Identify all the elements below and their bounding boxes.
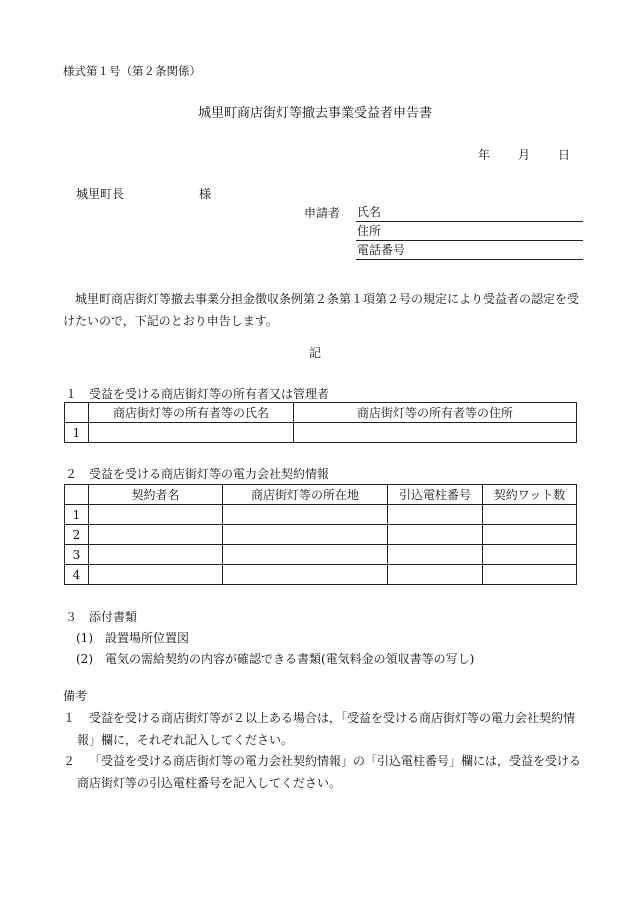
attachment-item: (1) 設置場所位置図: [76, 631, 189, 645]
note-text: 「受益を受ける商店街灯等の電力会社契約情報」の「引込電柱番号」欄には，受益を受ける商店街灯等の引込電柱番号を記入してください。: [77, 754, 582, 790]
owner-name-cell[interactable]: [89, 423, 294, 443]
pole-number-cell[interactable]: [388, 545, 483, 565]
contract-table-header-row: [65, 485, 577, 505]
row-number: 1: [65, 423, 89, 443]
form-number: 様式第１号（第２条関係）: [63, 64, 201, 78]
wattage-header: 契約ワット数: [483, 485, 577, 505]
location-header: 商店街灯等の所在地: [223, 485, 388, 505]
wattage-cell[interactable]: [483, 505, 577, 525]
note-text: 受益を受ける商店街灯等が２以上ある場合は，「受益を受ける商店街灯等の電力会社契約情報」欄に，それぞれ記入してください。: [77, 711, 576, 747]
applicant-address-label: 住所: [357, 224, 382, 238]
applicant-phone-label: 電話番号: [357, 243, 406, 257]
owner-name-header: 商店街灯等の所有者等の氏名: [89, 403, 294, 423]
pole-number-header: 引込電柱番号: [388, 485, 483, 505]
note-number: ２: [63, 754, 76, 768]
ki-marker: 記: [308, 346, 321, 360]
owner-table: [64, 402, 577, 443]
addressee-honorific: 様: [199, 187, 212, 201]
date-day-label: 日: [557, 148, 570, 162]
note-item: [63, 750, 585, 794]
table-row: [65, 505, 577, 525]
owner-address-cell[interactable]: [294, 423, 577, 443]
body-paragraph: 城里町商店街灯等撤去事業分担金徴収条例第２条第１項第２号の規定により受益者の認定を受けたいので，下記のとおり申告します。: [63, 292, 580, 328]
date-line: [478, 149, 570, 161]
notes-heading: 備考: [63, 689, 88, 703]
location-cell[interactable]: [223, 525, 388, 545]
contract-table-corner: [65, 485, 89, 505]
contractor-name-cell[interactable]: [89, 505, 223, 525]
section1-heading: １ 受益を受ける商店街灯等の所有者又は管理者: [65, 387, 330, 401]
pole-number-cell[interactable]: [388, 565, 483, 585]
applicant-name-field[interactable]: [356, 206, 583, 222]
date-month-label: 月: [517, 148, 530, 162]
owner-table-corner: [65, 403, 89, 423]
addressee-name: 城里町長: [76, 187, 125, 201]
row-number: 2: [65, 525, 89, 545]
location-cell[interactable]: [223, 565, 388, 585]
pole-number-cell[interactable]: [388, 505, 483, 525]
table-row: [65, 525, 577, 545]
contractor-name-cell[interactable]: [89, 545, 223, 565]
wattage-cell[interactable]: [483, 525, 577, 545]
pole-number-cell[interactable]: [388, 525, 483, 545]
note-item: [63, 707, 585, 751]
location-cell[interactable]: [223, 505, 388, 525]
row-number: 3: [65, 545, 89, 565]
table-row: [65, 545, 577, 565]
note-number: １: [63, 711, 76, 725]
contractor-name-cell[interactable]: [89, 525, 223, 545]
attachment-item: (2) 電気の需給契約の内容が確認できる書類(電気料金の領収書等の写し): [76, 652, 475, 666]
section2-heading: ２ 受益を受ける商店街灯等の電力会社契約情報: [65, 467, 330, 481]
table-row: [65, 423, 577, 443]
wattage-cell[interactable]: [483, 545, 577, 565]
wattage-cell[interactable]: [483, 565, 577, 585]
owner-address-header: 商店街灯等の所有者等の住所: [294, 403, 577, 423]
applicant-label: 申請者: [304, 206, 341, 220]
contractor-name-header: 契約者名: [89, 485, 223, 505]
applicant-phone-field[interactable]: [356, 244, 583, 260]
section3-heading: ３ 添付書類: [65, 610, 138, 624]
owner-table-header-row: [65, 403, 577, 423]
contract-table: [64, 484, 577, 585]
applicant-name-label: 氏名: [357, 205, 382, 219]
date-year-label: 年: [478, 148, 491, 162]
table-row: [65, 565, 577, 585]
addressee: [76, 187, 212, 201]
contractor-name-cell[interactable]: [89, 565, 223, 585]
document-title: 城里町商店街灯等撤去事業受益者申告書: [197, 106, 432, 121]
row-number: 4: [65, 565, 89, 585]
location-cell[interactable]: [223, 545, 388, 565]
applicant-address-field[interactable]: [356, 225, 583, 241]
row-number: 1: [65, 505, 89, 525]
